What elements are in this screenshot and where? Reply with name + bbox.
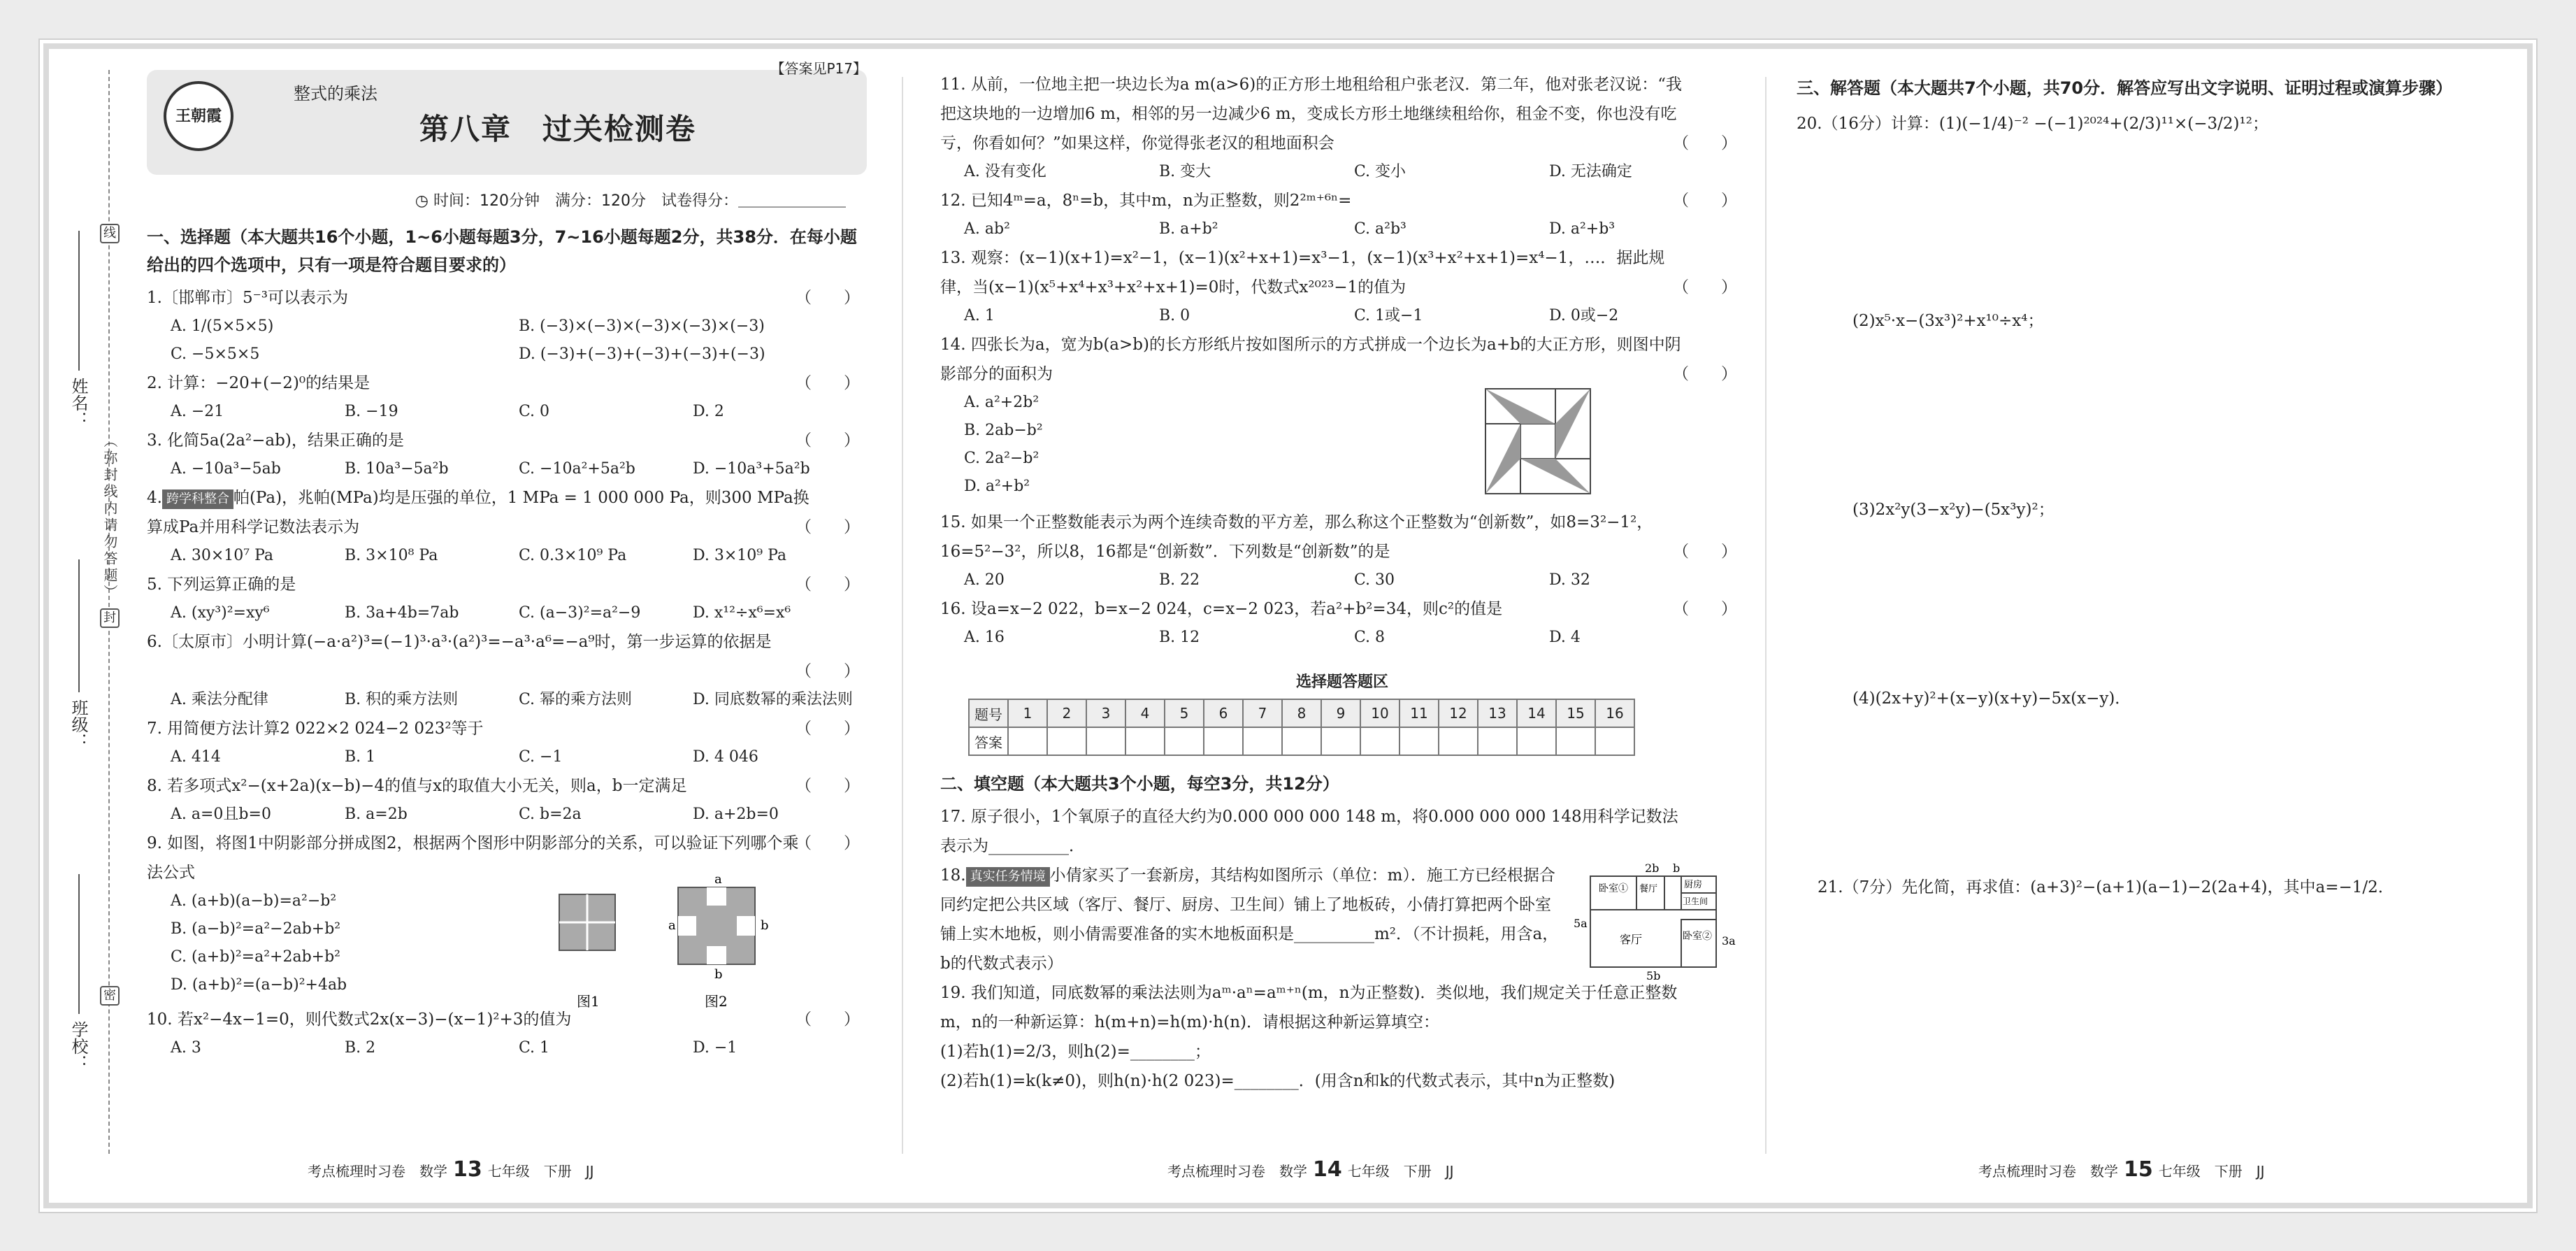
question-20-2: (2)x⁵·x−(3x³)²+x¹⁰÷x⁴； — [1852, 312, 2044, 330]
answer-table-title: 选择题答题区 — [1295, 673, 1388, 691]
question-9-figures — [538, 873, 818, 1020]
question-3: 3. 化简5a(2a²−ab)，结果正确的是 （ ） — [147, 431, 860, 450]
bind-mark-line: 线 — [100, 224, 120, 243]
question-3-options: A. −10a³−5ab B. 10a³−5a²b C. −10a²+5a²b D. −10a³+5a²b — [171, 460, 810, 478]
question-13: 13. 观察：(x−1)(x+1)=x²−1，(x−1)(x²+x+1)=x³−1，(x−1)(x³+x²+x+1)=x⁴−1，…．据此规律，当(x−1)(x⁵+x⁴+x³+x²+x+1)=0时，代数式x²⁰²³−1的值为 （ ） — [940, 249, 1737, 296]
svg-text:5b: 5b — [1646, 969, 1661, 980]
answer-reference: 【答案见P17】 — [770, 60, 867, 77]
question-8: 8. 若多项式x²−(x+2a)(x−b)−4的值与x的取值大小无关，则a，b一定满足 （ ） — [147, 777, 860, 795]
answer-table-answer-row[interactable]: 答案 — [969, 727, 1634, 755]
question-5-options: A. (xy³)²=xy⁶ B. 3a+4b=7ab C. (a−3)²=a²−9 D. x¹²÷x⁶=x⁶ — [171, 604, 791, 622]
svg-text:厨房: 厨房 — [1684, 880, 1703, 890]
column-separator — [902, 77, 903, 1154]
label-a: a — [714, 873, 722, 887]
floor-plan-figure — [1569, 861, 1744, 980]
column-separator — [1765, 77, 1766, 1154]
school-label: 学校： — [69, 1021, 88, 1071]
section-3-title: 三、解答题（本大题共7个小题，共70分．解答应写出文字说明、证明过程或演算步骤） — [1797, 78, 2453, 98]
svg-text:卧室②: 卧室② — [1683, 931, 1712, 942]
svg-text:b: b — [1673, 862, 1681, 875]
svg-text:2b: 2b — [1645, 862, 1660, 875]
question-14-options: A. a²+2b² B. 2ab−b² C. 2a²−b² D. a²+b² — [964, 394, 1043, 495]
question-18: 18. 真实任务情境 小倩家买了一套新房，其结构如图所示（单位：m）．施工方已经根据合同约定把公共区域（客厅、餐厅、厨房、卫生间）铺上了地板砖，小倩打算把两个卧室铺上实木地板，则小倩需要准备的实木地板面积是__________m²．（不计损耗，用含a，b的代数式表示） — [940, 866, 1559, 973]
question-19-part-1[interactable]: (1)若h(1)=2/3，则h(2)=________； — [940, 1043, 1211, 1061]
question-12: 12. 已知4ᵐ=a，8ⁿ=b，其中m，n为正整数，则2²ᵐ⁺⁶ⁿ= （ ） — [940, 192, 1737, 210]
svg-text:卫生间: 卫生间 — [1683, 896, 1708, 906]
bind-mark-secret: 密 — [100, 986, 120, 1006]
question-2-options: A. −21 B. −19 C. 0 D. 2 — [171, 403, 724, 420]
tag-badge: 跨学科整合 — [162, 489, 233, 509]
question-14-body — [940, 389, 1744, 508]
question-19: 19. 我们知道，同底数幂的乘法法则为aᵐ·aⁿ=aᵐ⁺ⁿ(m，n为正整数)．类似地，我们规定关于任意正整数m，n的一种新运算：h(m+n)=h(m)·h(n)．请根据这种新运算填空： — [940, 984, 1678, 1031]
question-5: 5. 下列运算正确的是 （ ） — [147, 576, 860, 594]
footer-page-15: 考点梳理时习卷 数学 15 七年级 下册 JJ — [1978, 1157, 2265, 1182]
column-1 — [147, 60, 867, 1062]
question-4-options: A. 30×10⁷ Pa B. 3×10⁸ Pa C. 0.3×10⁹ Pa D. 3×10⁹ Pa — [171, 547, 787, 564]
question-8-options: A. a=0且b=0 B. a=2b C. b=2a D. a+2b=0 — [171, 806, 779, 823]
question-17: 17. 原子很小，1个氧原子的直径大约为0.000 000 000 148 m，将0.000 000 000 148用科学记数法表示为__________． — [940, 808, 1678, 855]
figure-1-caption: 图1 — [577, 993, 600, 1010]
svg-text:客厅: 客厅 — [1620, 933, 1643, 946]
column-3 — [1797, 70, 2496, 902]
question-10: 10. 若x²−4x−1=0，则代数式2x(x−3)−(x−1)²+3的值为 （ ） — [147, 1010, 860, 1029]
question-7: 7. 用简便方法计算2 022×2 024−2 023²等于 （ ） — [147, 720, 860, 738]
question-9-body — [147, 873, 867, 1010]
question-14: 14. 四张长为a，宽为b(a>b)的长方形纸片按如图所示的方式拼成一个边长为a+b的大正方形，则图中阴影部分的面积为 （ ） — [940, 336, 1737, 383]
question-16: 16. 设a=x−2 022，b=x−2 024，c=x−2 023，若a²+b²=34，则c²的值是 （ ） — [940, 600, 1737, 618]
bind-mark-seal: 封 — [100, 608, 120, 628]
label-b: b — [714, 967, 723, 982]
question-1-options: A. 1/(5×5×5) B. (−3)×(−3)×(−3)×(−3)×(−3) C. −5×5×5 D. (−3)+(−3)+(−3)+(−3)+(−3) — [171, 317, 765, 363]
question-15: 15. 如果一个正整数能表示为两个连续奇数的平方差，那么称这个正整数为“创新数”，如8=3²−1²，16=5²−3²，所以8，16都是“创新数”．下列数是“创新数”的是 （ ） — [940, 513, 1737, 561]
svg-text:3a: 3a — [1722, 934, 1736, 948]
question-20-1: 20.（16分）计算：(1)(−1/4)⁻² −(−1)²⁰²⁴+(2/3)¹¹×(−3/2)¹²； — [1797, 115, 2268, 133]
question-11: 11. 从前，一位地主把一块边长为a m(a>6)的正方形土地租给租户张老汉．第二年，他对张老汉说：“我把这块地的一边增加6 m，相邻的另一边减少6 m，变成长方形土地继续租给你，租金不变，你也没有吃亏，你看如何？”如果这样，你觉得张老汉的租地面积会 （ ） — [940, 76, 1737, 152]
name-line[interactable] — [78, 231, 80, 371]
section-1-title: 一、选择题（本大题共16个小题，1~6小题每题3分，7~16小题每题2分，共38分．在每小题给出的四个选项中，只有一项是符合题目要求的） — [147, 227, 857, 275]
question-15-options: A. 20 B. 22 C. 30 D. 32 — [964, 571, 1590, 589]
svg-text:5a: 5a — [1574, 917, 1588, 930]
question-1: 1.〔邯郸市〕5⁻³可以表示为 （ ） — [147, 289, 860, 307]
question-2: 2. 计算：−20+(−2)⁰的结果是 （ ） — [147, 374, 860, 392]
clock-icon: ◷ — [415, 192, 433, 210]
label-a-side: a — [668, 918, 676, 933]
question-13-options: A. 1 B. 0 C. 1或−1 D. 0或−2 — [964, 307, 1619, 324]
question-9: 9. 如图，将图1中阴影部分拼成图2，根据两个图形中阴影部分的关系，可以验证下列哪个乘法公式 （ ） — [147, 834, 860, 882]
answer-table — [968, 699, 1635, 756]
binding-note: （弥封线内请勿答题） — [101, 434, 118, 601]
column-2 — [940, 70, 1744, 1096]
chapter-subtitle: 整式的乘法 — [294, 84, 377, 103]
question-11-options: A. 没有变化 B. 变大 C. 变小 D. 无法确定 — [964, 163, 1632, 180]
school-line[interactable] — [78, 874, 80, 1014]
chapter-title: 第八章 过关检测卷 — [419, 112, 697, 146]
question-10-options: A. 3 B. 2 C. 1 D. −1 — [171, 1039, 737, 1057]
question-19-part-2[interactable]: (2)若h(1)=k(k≠0)，则h(n)·h(2 023)=________．(用含n和k的代数式表示，其中n为正整数) — [940, 1072, 1616, 1090]
footer-page-14: 考点梳理时习卷 数学 14 七年级 下册 JJ — [1167, 1157, 1454, 1182]
footer-page-13: 考点梳理时习卷 数学 13 七年级 下册 JJ — [308, 1157, 594, 1182]
question-12-options: A. ab² B. a+b² C. a²b³ D. a²+b³ — [964, 220, 1616, 238]
question-21: 21.（7分）先化简，再求值：(a+3)²−(a+1)(a−1)−2(2a+4)，其中a=−1/2． — [1818, 878, 2394, 896]
question-6: 6.〔太原市〕小明计算(−a·a²)³=(−1)³·a³·(a²)³=−a³·a⁶=−a⁹时，第一步运算的依据是 （ ） — [147, 633, 860, 680]
class-line[interactable] — [78, 559, 80, 692]
svg-text:卧室①: 卧室① — [1599, 883, 1628, 894]
figure-2 — [678, 887, 755, 964]
question-20-3: (3)2x²y(3−x²y)−(5x³y)²； — [1852, 501, 2055, 519]
svg-text:餐厅: 餐厅 — [1639, 884, 1658, 894]
figure-1 — [559, 894, 615, 950]
question-16-options: A. 16 B. 12 C. 8 D. 4 — [964, 629, 1581, 646]
chapter-header — [147, 60, 867, 175]
question-14-figure — [1472, 375, 1611, 508]
name-label: 姓名： — [69, 378, 88, 428]
section-2-title: 二、填空题（本大题共3个小题，每空3分，共12分） — [940, 774, 1339, 794]
question-9-options: A. (a+b)(a−b)=a²−b² B. (a−b)²=a²−2ab+b² C. (a+b)²=a²+2ab+b² D. (a+b)²=(a−b)²+4ab — [171, 892, 347, 994]
question-4: 4. 跨学科整合 帕(Pa)，兆帕(MPa)均是压强的单位，1 MPa = 1 000 000 Pa，则300 MPa换算成Pa并用科学记数法表示为 （ ） — [147, 489, 860, 536]
question-7-options: A. 414 B. 1 C. −1 D. 4 046 — [171, 748, 758, 766]
answer-table-header-row: 题号 1 2 3 4 5 6 7 8 9 10 11 12 13 14 15 16 — [969, 699, 1634, 727]
class-label: 班级： — [69, 699, 88, 750]
label-b-side: b — [761, 918, 769, 933]
publisher-logo: 王朝霞 — [164, 81, 233, 151]
question-20-4: (4)(2x+y)²+(x−y)(x+y)−5x(x−y)． — [1852, 689, 2131, 708]
exam-meta: ◷ 时间：120分钟 满分：120分 试卷得分：＿＿＿＿＿＿＿ — [415, 192, 846, 210]
question-18-block — [940, 861, 1744, 978]
figure-2-caption: 图2 — [705, 993, 728, 1010]
question-6-options: A. 乘法分配律 B. 积的乘方法则 C. 幂的乘方法则 D. 同底数幂的乘法法则 — [171, 691, 853, 708]
tag-badge: 真实任务情境 — [966, 867, 1050, 887]
